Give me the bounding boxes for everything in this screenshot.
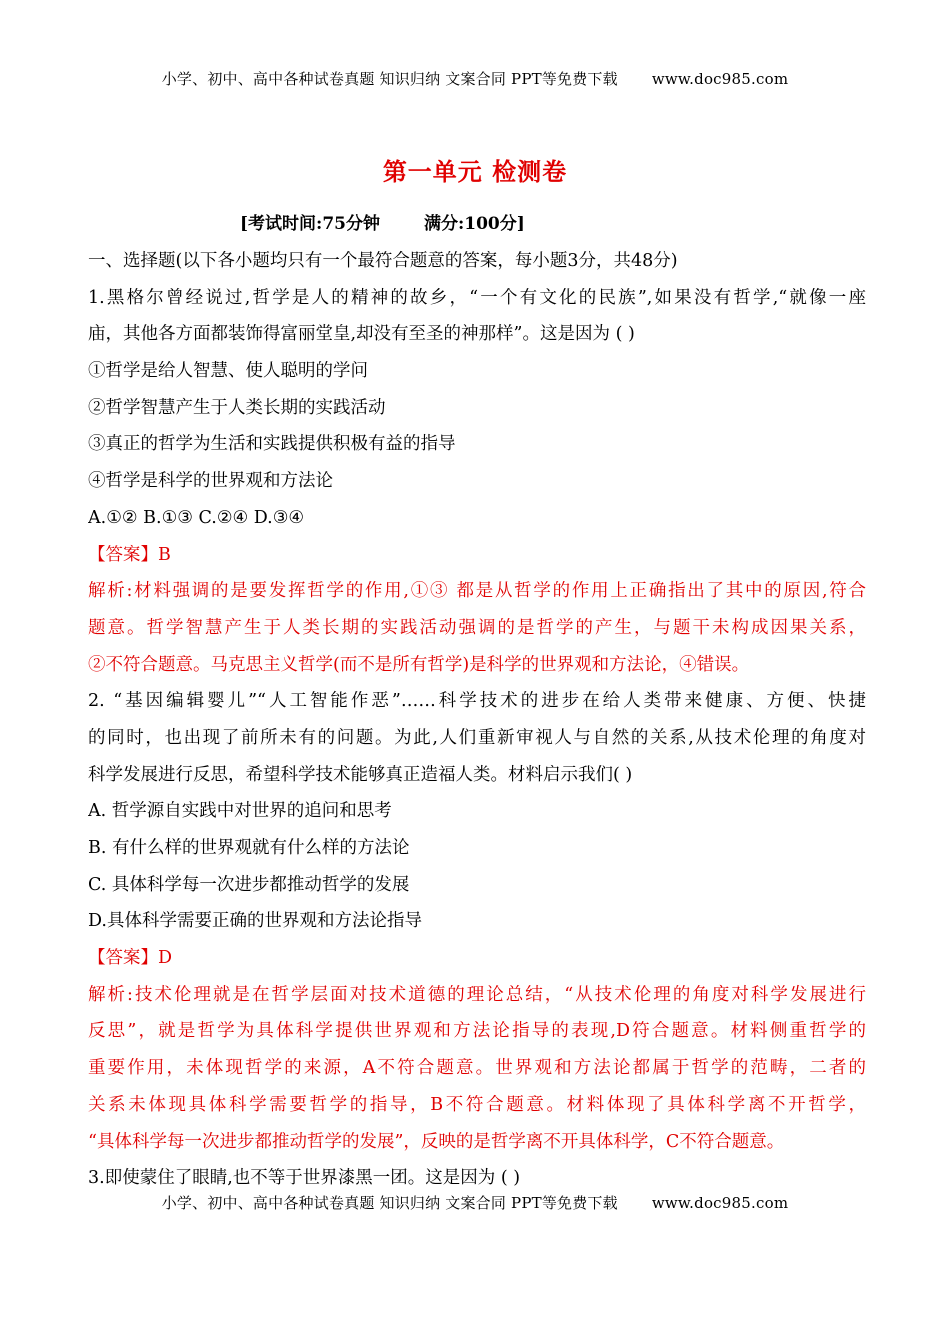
q2-analysis-line: “具体科学每一次进步都推动哲学的发展”，反映的是哲学离不开具体科学，C不符合题意。 [88,1131,785,1152]
footer-site[interactable]: www.doc985.com [651,1194,789,1212]
q3-stem: 3.即使蒙住了眼睛,也不等于世界漆黑一团。这是因为 ( ) [88,1168,521,1189]
section-heading: 一、选择题(以下各小题均只有一个最符合题意的答案，每小题3分，共48分) [88,251,678,271]
q1-options: A.①② B.①③ C.②④ D.③④ [88,507,305,528]
q1-analysis-line: 题意。哲学智慧产生于人类长期的实践活动强调的是哲学的产生，与题干未构成因果关系， [88,617,866,638]
q2-stem-line: 的同时，也出现了前所未有的问题。为此,人们重新审视人与自然的关系,从技术伦理的角度对 [88,727,866,748]
exam-score: 满分:100分] [423,214,525,234]
q2-answer [88,940,866,977]
exam-time: [考试时间:75分钟 [240,214,380,234]
q2-option-c: C. 具体科学每一次进步都推动哲学的发展 [88,874,410,895]
q1-stem-line: 1.黑格尔曾经说过,哲学是人的精神的故乡，“一个有文化的民族”,如果没有哲学,“就像一座 [88,287,866,308]
q2-analysis-line: 反思”，就是哲学为具体科学提供世界观和方法论指导的表现,D符合题意。材料侧重哲学的 [88,1021,866,1042]
header-site[interactable]: www.doc985.com [651,70,789,88]
answer-value: D [158,948,173,969]
q2-analysis-line: 关系未体现具体科学需要哲学的指导，B不符合题意。材料体现了具体科学离不开哲学， [88,1094,866,1115]
q2-option-b: B. 有什么样的世界观就有什么样的方法论 [88,838,410,858]
footer-text: 小学、初中、高中各种试卷真题 知识归纳 文案合同 PPT等免费下载 [161,1194,618,1212]
q1-item: ③真正的哲学为生活和实践提供积极有益的指导 [88,434,456,455]
page-header [0,68,950,89]
answer-label: 【答案】 [88,948,158,969]
q1-item: ②哲学智慧产生于人类长期的实践活动 [88,397,386,418]
q1-item: ①哲学是给人智慧、使人聪明的学问 [88,361,368,382]
q2-stem-line: 科学发展进行反思，希望科学技术能够真正造福人类。材料启示我们( ) [88,764,633,785]
page-footer [0,1192,950,1213]
q1-answer [88,537,866,574]
q1-item: ④哲学是科学的世界观和方法论 [88,471,333,492]
exam-content [88,243,866,1197]
q2-stem-line: 2. “基因编辑婴儿”“人工智能作恶”……科学技术的进步在给人类带来健康、方便、快捷 [88,691,866,712]
q1-analysis-line: 解析:材料强调的是要发挥哲学的作用,①③ 都是从哲学的作用上正确指出了其中的原因,符合 [88,581,866,602]
q2-analysis-line: 解析:技术伦理就是在哲学层面对技术道德的理论总结，“从技术伦理的角度对科学发展进行 [88,984,866,1005]
q2-option-a: A. 哲学源自实践中对世界的追问和思考 [88,801,392,822]
answer-value: B [158,544,171,565]
q1-stem-line: 庙，其他各方面都装饰得富丽堂皇,却没有至圣的神那样”。这是因为 ( ) [88,324,635,345]
q2-option-d: D.具体科学需要正确的世界观和方法论指导 [88,911,422,932]
page-title: 第一单元 检测卷 [382,157,568,186]
q1-analysis-line: ②不符合题意。马克思主义哲学(而不是所有哲学)是科学的世界观和方法论，④错误。 [88,654,750,675]
q2-analysis-line: 重要作用，未体现哲学的来源，A不符合题意。世界观和方法论都属于哲学的范畴，二者的 [88,1058,866,1079]
header-text: 小学、初中、高中各种试卷真题 知识归纳 文案合同 PPT等免费下载 [161,70,618,88]
answer-label: 【答案】 [88,544,158,565]
exam-meta [240,209,525,234]
